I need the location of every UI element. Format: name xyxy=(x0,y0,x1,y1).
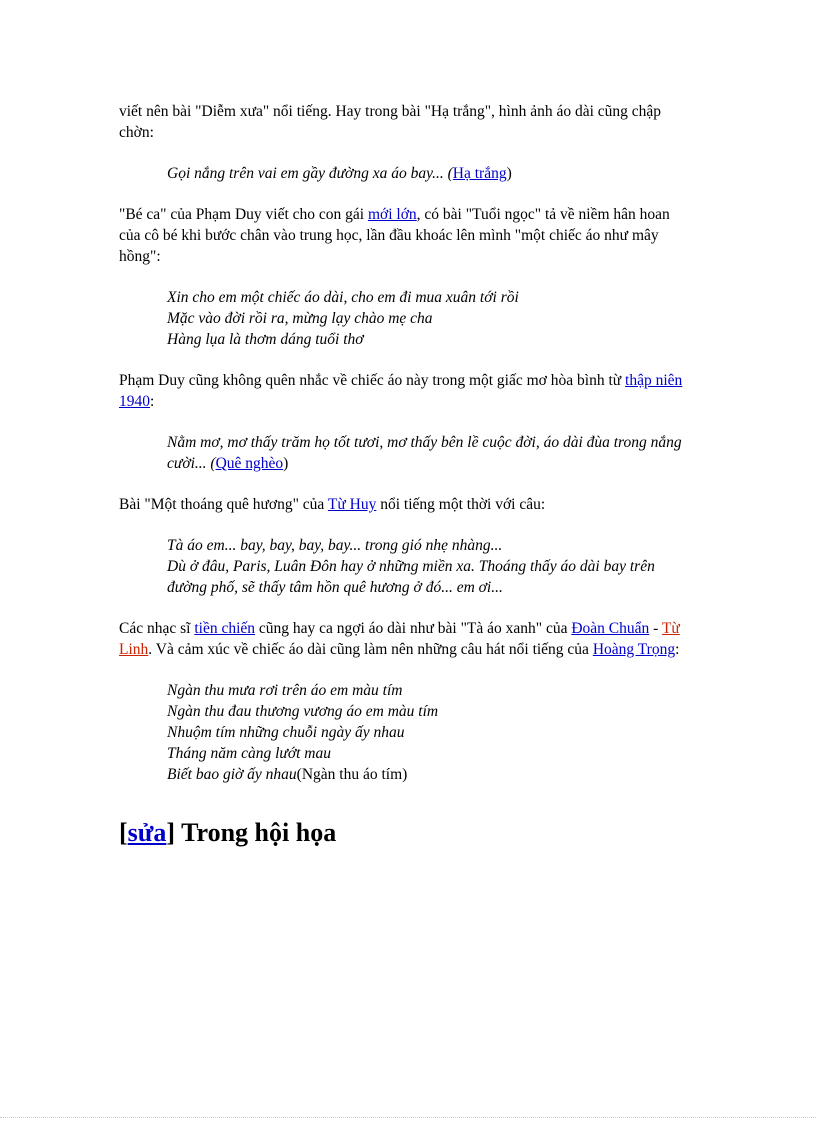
verse-ta-ao-em xyxy=(167,535,694,598)
paragraph-mot-thoang-que-huong xyxy=(119,494,694,515)
verse-ha-trang xyxy=(167,163,694,184)
verse-text: Gọi nắng trên vai em gầy đường xa áo bay... ( xyxy=(167,165,453,182)
verse-line-3: Hàng lụa là thơm dáng tuổi thơ xyxy=(167,331,364,348)
link-doan-chuan[interactable]: Đoàn Chuẩn xyxy=(571,620,650,637)
document-body xyxy=(119,101,694,849)
paragraph-text: viết nên bài "Diễm xưa" nổi tiếng. Hay trong bài "Hạ trắng", hình ảnh áo dài cũng chập chờn: xyxy=(119,103,662,141)
song-title: (Ngàn thu áo tím) xyxy=(296,766,408,783)
verse-line xyxy=(167,163,694,184)
paragraph-text-dash: - xyxy=(649,620,662,637)
section-heading-trong-hoi-hoa xyxy=(119,817,694,849)
paragraph-text-post: , có bài "Tuổi ngọc" tả về niềm hân hoan của cô bé khi bước chân vào trung học, lần đầu khoác lên mình "một chiếc áo như mây hồng": xyxy=(119,206,670,265)
verse-line-5 xyxy=(167,764,694,785)
verse-line xyxy=(167,432,694,474)
paragraph-text-mid: cũng hay ca ngợi áo dài như bài "Tà áo xanh" của xyxy=(255,620,572,637)
verse-line-2: Mặc vào đời rồi ra, mừng lạy chào mẹ cha xyxy=(167,310,433,327)
verse-que-ngheo xyxy=(167,432,694,474)
bracket-close: ] xyxy=(166,818,176,847)
link-moi-lon[interactable]: mới lớn xyxy=(367,206,417,223)
paragraph-text-mid: . Và cảm xúc về chiếc áo dài cũng làm nên những câu hát nổi tiếng của xyxy=(148,641,593,658)
verse-close-paren: ) xyxy=(283,455,289,472)
verse-line-1: Tà áo em... bay, bay, bay, bay... trong gió nhẹ nhàng... xyxy=(167,537,503,554)
bracket-open: [ xyxy=(119,818,128,847)
edit-section-link[interactable]: sửa xyxy=(127,818,167,847)
verse-line-4: Tháng năm càng lướt mau xyxy=(167,745,331,762)
verse-ngan-thu-ao-tim xyxy=(167,680,694,785)
verse-line-3: Nhuộm tím những chuỗi ngày ấy nhau xyxy=(167,724,405,741)
paragraph-be-ca xyxy=(119,204,694,267)
link-tu-linh[interactable]: Từ Linh xyxy=(119,620,680,658)
link-ha-trang[interactable]: Hạ trắng xyxy=(452,165,507,182)
verse-line-1: Ngàn thu mưa rơi trên áo em màu tím xyxy=(167,682,403,699)
verse-line-2: Dù ở đâu, Paris, Luân Đôn hay ở những miền xa. Thoáng thấy áo dài bay trên đường phố, sẽ thấy tâm hồn quê hương ở đó... em ơi... xyxy=(167,558,655,596)
page-bottom-rule xyxy=(0,1117,816,1118)
paragraph-pham-duy xyxy=(119,370,694,412)
link-tien-chien[interactable]: tiền chiến xyxy=(194,620,256,637)
verse-tuoi-ngoc xyxy=(167,287,694,350)
paragraph-text-post: : xyxy=(150,393,155,410)
link-thap-nien-1940[interactable]: thập niên 1940 xyxy=(119,372,683,410)
paragraph-text-pre: Bài "Một thoáng quê hương" của xyxy=(119,496,328,513)
paragraph-text-pre: Các nhạc sĩ xyxy=(119,620,195,637)
link-hoang-trong[interactable]: Hoàng Trọng xyxy=(592,641,676,658)
paragraph-tien-chien xyxy=(119,618,694,660)
paragraph-text-pre: "Bé ca" của Phạm Duy viết cho con gái xyxy=(119,206,368,223)
section-title: Trong hội họa xyxy=(175,818,337,847)
link-que-ngheo[interactable]: Quê nghèo xyxy=(215,455,284,472)
paragraph-text-post: nổi tiếng một thời với câu: xyxy=(376,496,546,513)
verse-text: Nằm mơ, mơ thấy trăm họ tốt tươi, mơ thấy bên lề cuộc đời, áo dài đùa trong nắng cười... ( xyxy=(167,434,682,472)
paragraph-diem-xua xyxy=(119,101,694,143)
paragraph-text-post: : xyxy=(675,641,680,658)
verse-line-2: Ngàn thu đau thương vương áo em màu tím xyxy=(167,703,439,720)
paragraph-text-pre: Phạm Duy cũng không quên nhắc về chiếc áo này trong một giấc mơ hòa bình từ xyxy=(119,372,626,389)
verse-line-1: Xin cho em một chiếc áo dài, cho em đi mua xuân tới rồi xyxy=(167,289,519,306)
verse-close-paren: ) xyxy=(506,165,512,182)
link-tu-huy[interactable]: Từ Huy xyxy=(327,496,377,513)
verse-text: Biết bao giờ ấy nhau xyxy=(167,766,297,783)
